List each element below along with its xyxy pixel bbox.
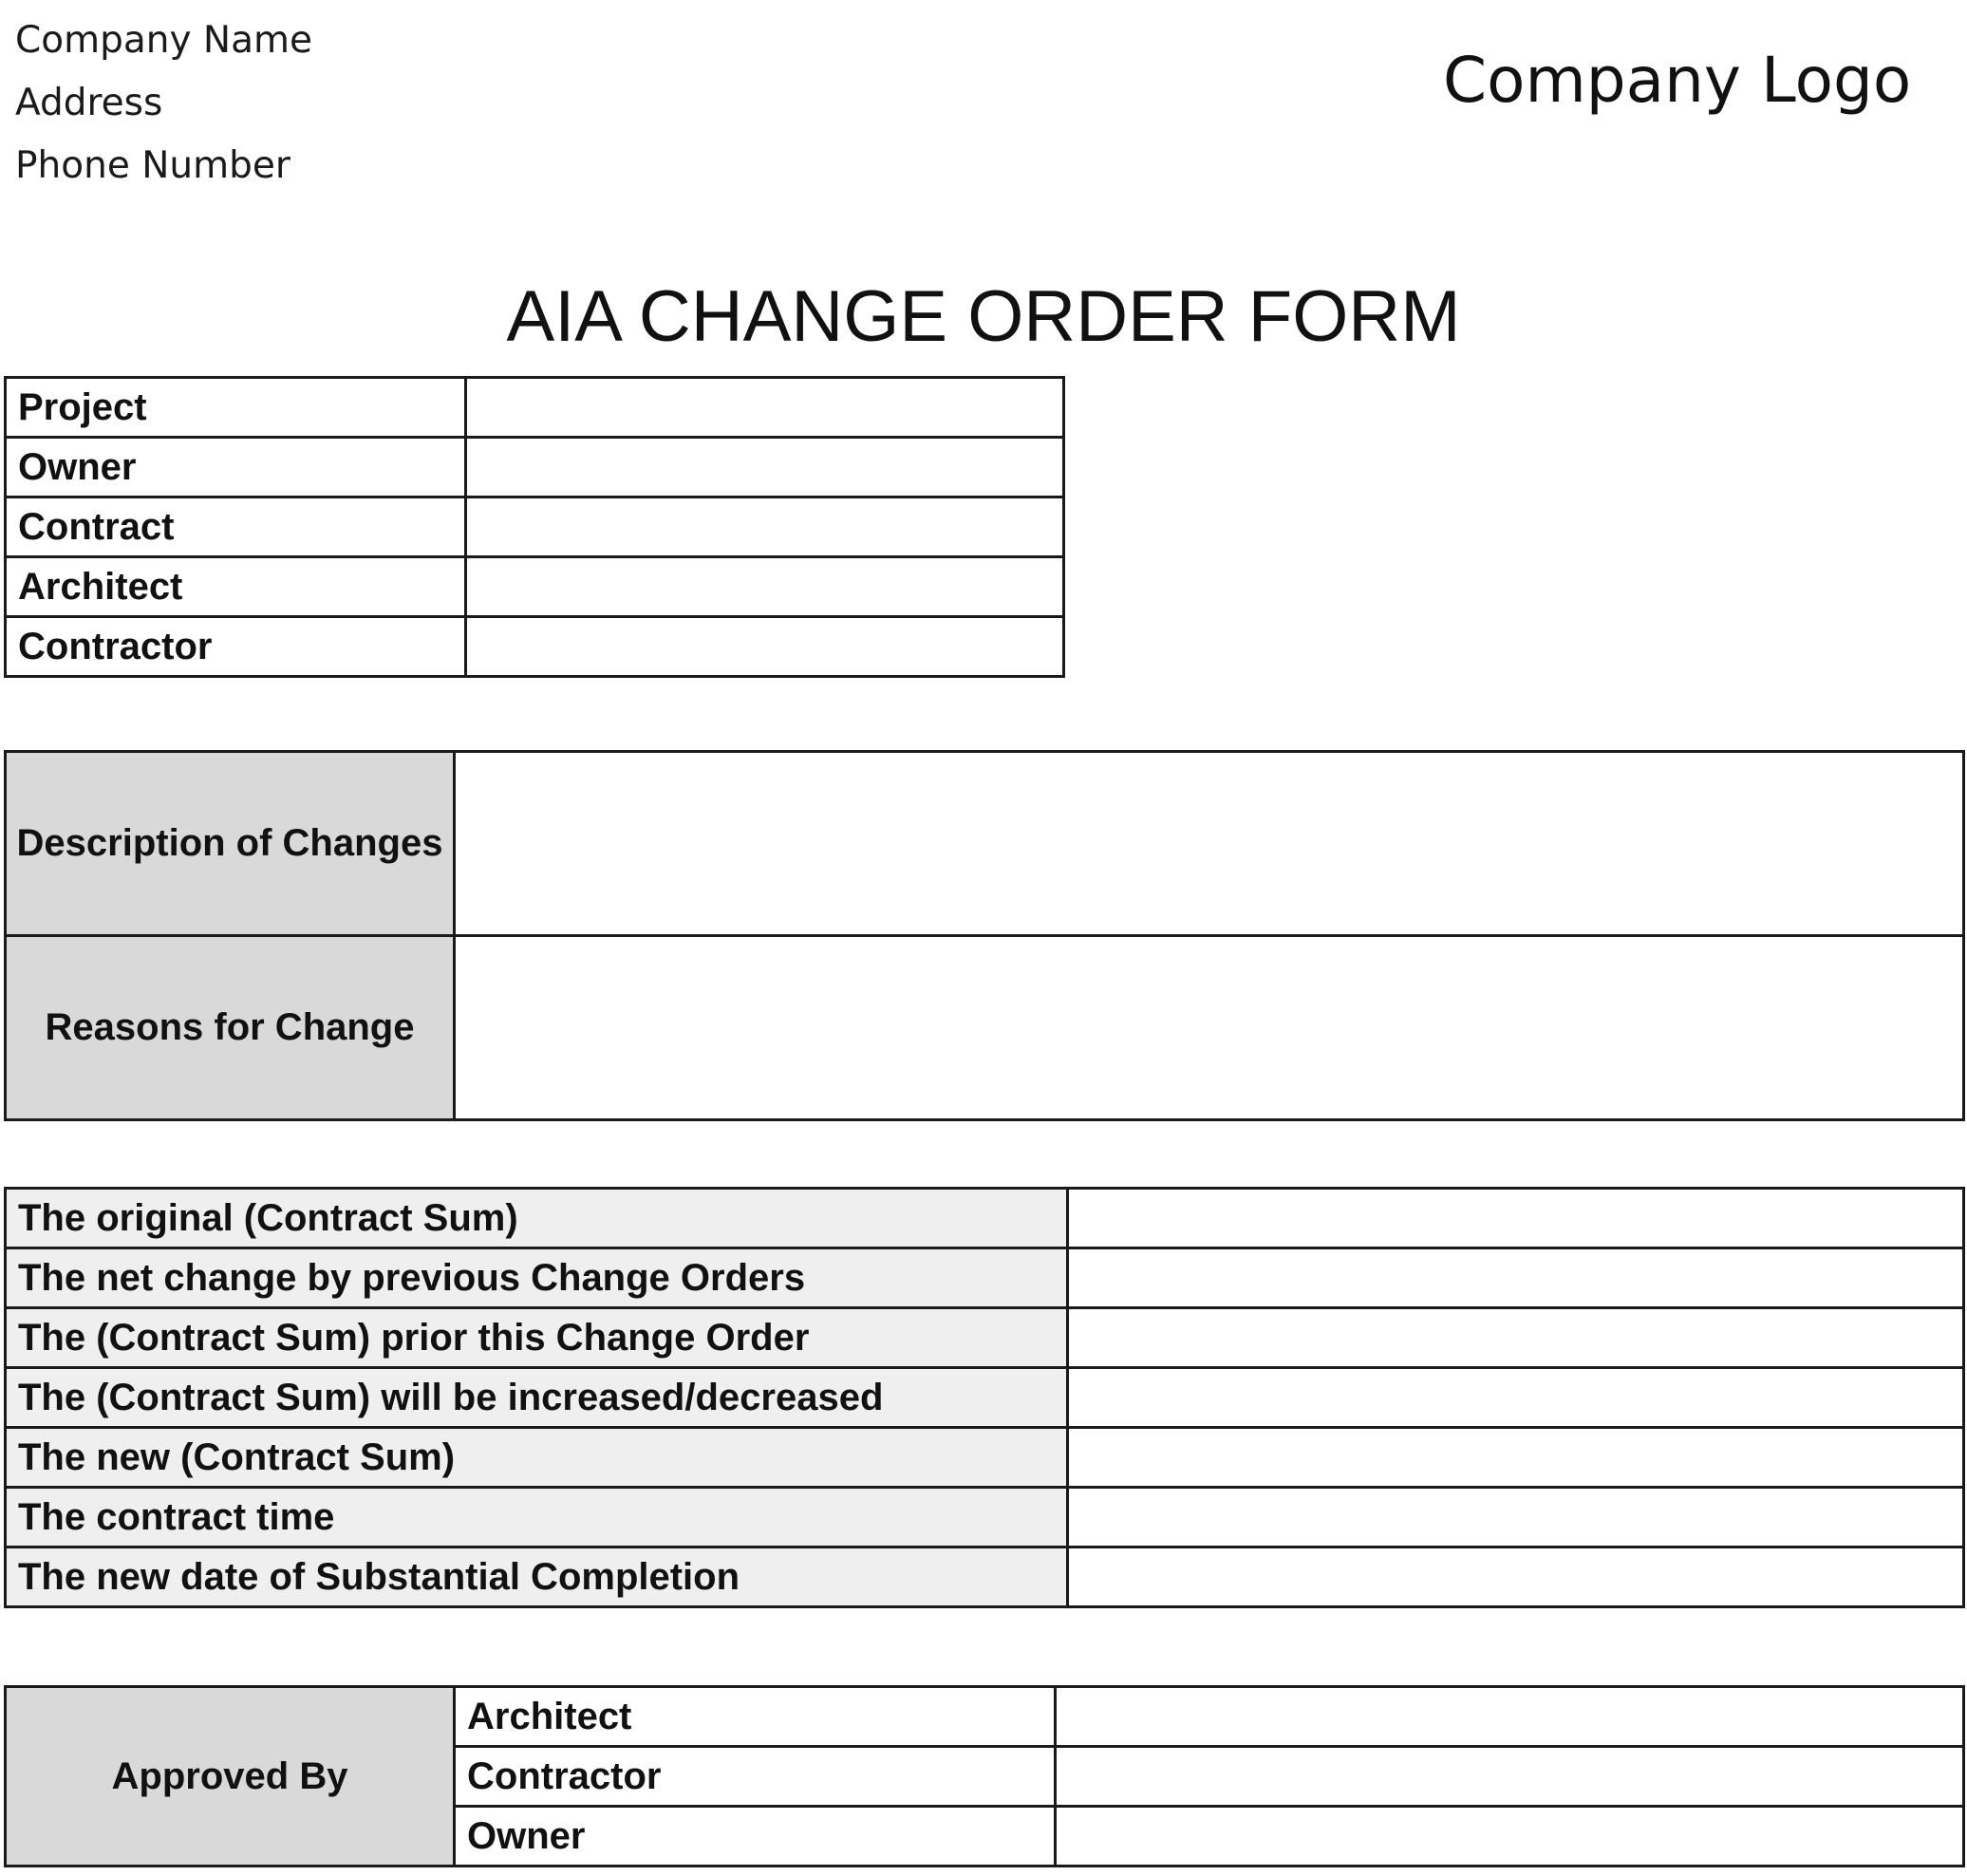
info-row-owner (6, 438, 1064, 497)
net-change-field[interactable] (1068, 1248, 1964, 1308)
approved-by-label: Approved By (6, 1687, 455, 1867)
contractor-label: Contractor (6, 617, 466, 677)
info-row-architect (6, 557, 1064, 617)
project-value-field[interactable] (466, 378, 1064, 438)
contract-sum-table (4, 1187, 1965, 1608)
original-contract-sum-field[interactable] (1068, 1189, 1964, 1248)
sum-row-contract-time (6, 1488, 1964, 1548)
contract-value-field[interactable] (466, 497, 1064, 557)
sum-row-new (6, 1428, 1964, 1488)
architect-value-field[interactable] (466, 557, 1064, 617)
approver-architect-label: Architect (455, 1687, 1056, 1747)
reasons-for-change-field[interactable] (455, 936, 1964, 1120)
approver-contractor-label: Contractor (455, 1747, 1056, 1807)
reasons-row (6, 936, 1964, 1120)
reasons-for-change-label: Reasons for Change (6, 936, 455, 1120)
net-change-label: The net change by previous Change Orders (6, 1248, 1068, 1308)
approval-row-architect (6, 1687, 1964, 1747)
company-address: Address (15, 82, 163, 124)
sum-row-net-change (6, 1248, 1964, 1308)
completion-date-field[interactable] (1068, 1548, 1964, 1607)
original-contract-sum-label: The original (Contract Sum) (6, 1189, 1068, 1248)
company-logo-placeholder: Company Logo (1443, 44, 1912, 117)
approver-owner-label: Owner (455, 1807, 1056, 1867)
sum-row-increase-decrease (6, 1368, 1964, 1428)
info-row-contract (6, 497, 1064, 557)
owner-label: Owner (6, 438, 466, 497)
company-phone: Phone Number (15, 144, 290, 187)
company-name: Company Name (15, 19, 312, 62)
form-title: AIA CHANGE ORDER FORM (506, 276, 1461, 357)
architect-label: Architect (6, 557, 466, 617)
new-contract-sum-field[interactable] (1068, 1428, 1964, 1488)
contract-time-field[interactable] (1068, 1488, 1964, 1548)
project-label: Project (6, 378, 466, 438)
change-details-table (4, 750, 1965, 1121)
prior-contract-sum-label: The (Contract Sum) prior this Change Order (6, 1308, 1068, 1368)
contract-time-label: The contract time (6, 1488, 1068, 1548)
description-of-changes-field[interactable] (455, 752, 1964, 936)
description-row (6, 752, 1964, 936)
owner-value-field[interactable] (466, 438, 1064, 497)
sum-row-prior (6, 1308, 1964, 1368)
project-info-table (4, 376, 1065, 678)
approval-table (4, 1685, 1965, 1867)
sum-row-original (6, 1189, 1964, 1248)
contractor-value-field[interactable] (466, 617, 1064, 677)
completion-date-label: The new date of Substantial Completion (6, 1548, 1068, 1607)
increase-decrease-field[interactable] (1068, 1368, 1964, 1428)
approver-owner-signature-field[interactable] (1056, 1807, 1964, 1867)
new-contract-sum-label: The new (Contract Sum) (6, 1428, 1068, 1488)
prior-contract-sum-field[interactable] (1068, 1308, 1964, 1368)
info-row-project (6, 378, 1064, 438)
contract-label: Contract (6, 497, 466, 557)
sum-row-completion-date (6, 1548, 1964, 1607)
info-row-contractor (6, 617, 1064, 677)
description-of-changes-label: Description of Changes (6, 752, 455, 936)
approver-architect-signature-field[interactable] (1056, 1687, 1964, 1747)
increase-decrease-label: The (Contract Sum) will be increased/decreased (6, 1368, 1068, 1428)
company-info (15, 9, 312, 197)
approver-contractor-signature-field[interactable] (1056, 1747, 1964, 1807)
